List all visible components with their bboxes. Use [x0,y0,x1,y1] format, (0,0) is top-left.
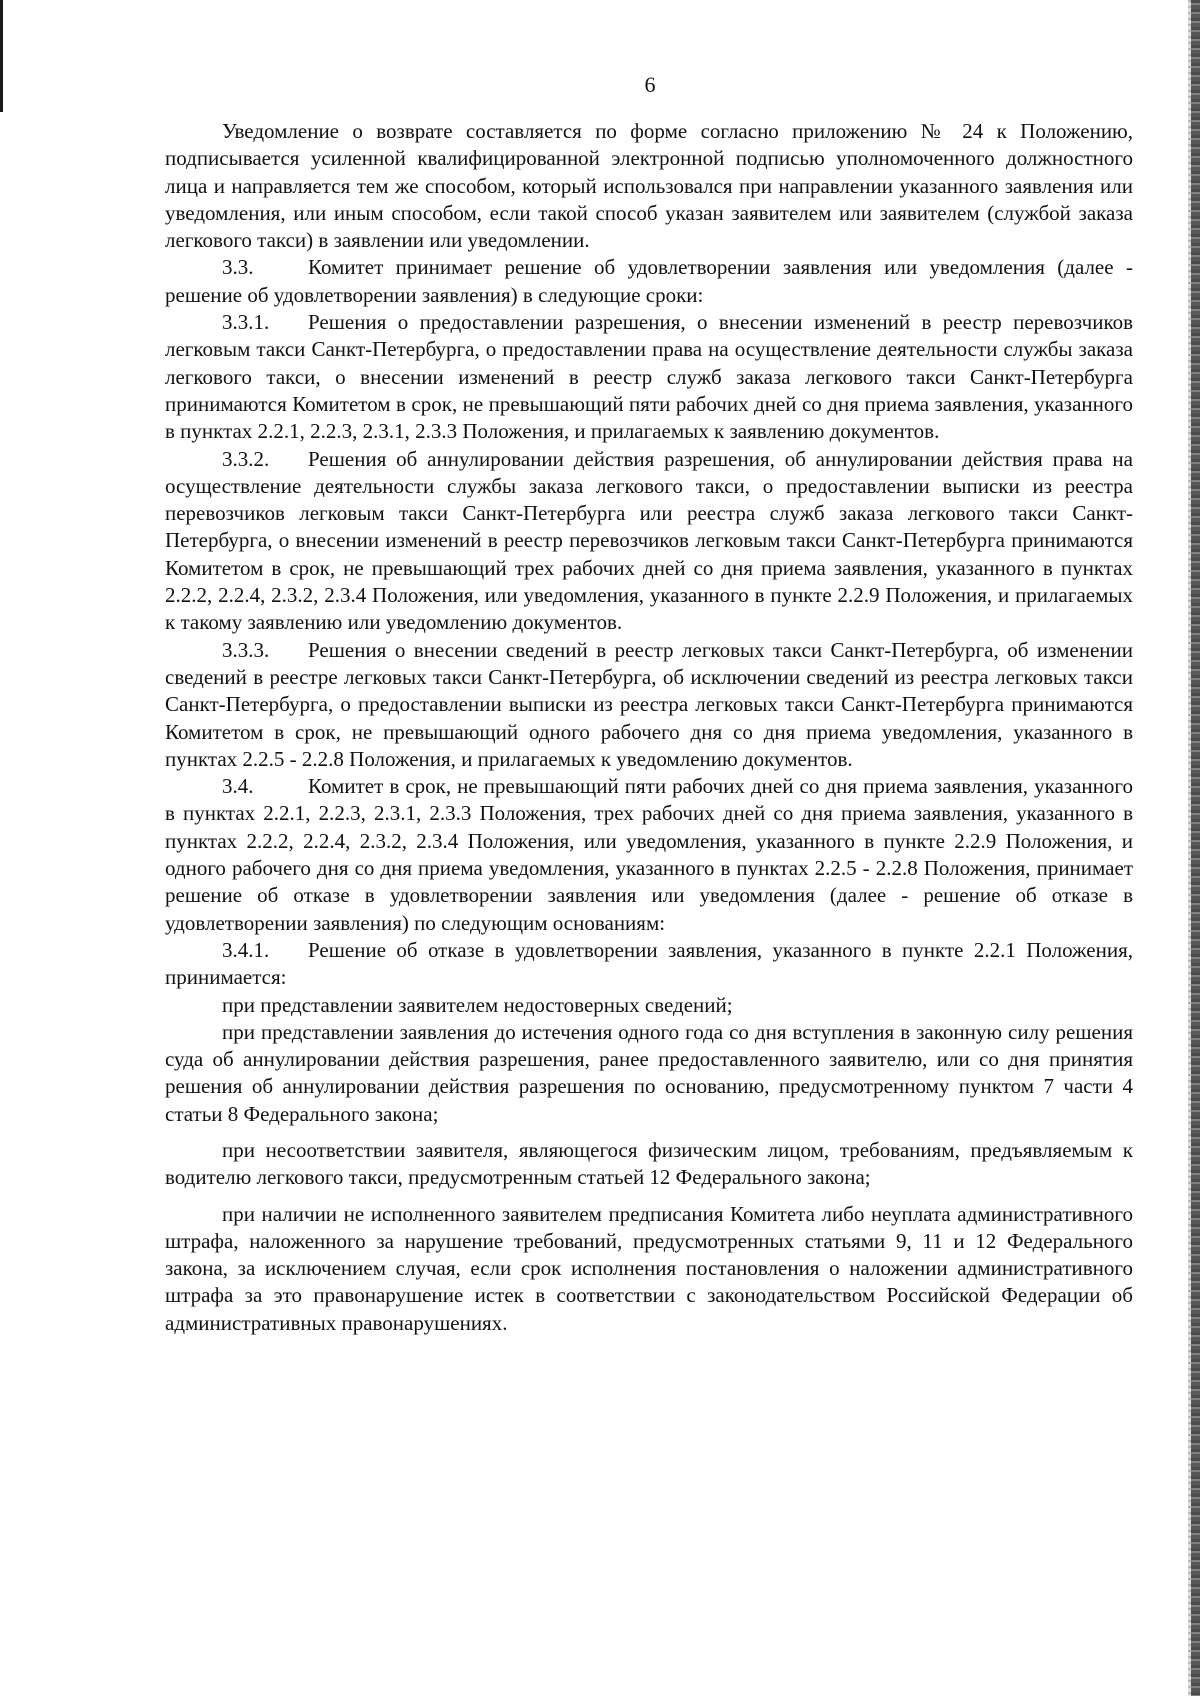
paragraph-number: 3.3.3. [222,637,270,662]
document-body [165,118,1133,1337]
paragraph-text: Решения о внесении сведений в реестр легковых такси Санкт-Петербурга, об изменении сведений в реестре легковых такси Санкт-Петербурга, об исключении сведений из реестра легковых такси Санкт-Петербурга, о предоставлении выписки из реестра легковых такси Санкт-Петербурга принимаются Комитетом в срок, не превышающий одного рабочего дня со дня приема уведомления, указанного в пунктах 2.2.5 - 2.2.8 Положения, и прилагаемых к уведомлению документов. [165,637,1133,771]
paragraph-3-3-2 [165,446,1133,637]
paragraph-ground-false-info [165,992,1133,1019]
paragraph-number: 3.3.2. [222,446,270,471]
paragraph-3-4 [165,773,1133,937]
paragraph-number: 3.3. [222,255,254,280]
paragraph-text: при наличии не исполненного заявителем предписания Комитета либо неуплата административного штрафа, наложенного за нарушение требований, предусмотренных статьями 9, 11 и 12 Федерального закона, за исключением случая, если срок исполнения постановления о наложении административного штрафа за это правонарушение истек в соответствии с законодательством Российской Федерации об административных правонарушениях. [165,1201,1133,1335]
paragraph-ground-early-application [165,1019,1133,1128]
paragraph-3-3-3 [165,637,1133,773]
paragraph-text: Комитет в срок, не превышающий пяти рабочих дней со дня приема заявления, указанного в пунктах 2.2.1, 2.2.3, 2.3.1, 2.3.3 Положения, трех рабочих дней со дня приема заявления, указанного в пунктах 2.2.2, 2.2.4, 2.3.2, 2.3.4 Положения, или уведомления, указанного в пункте 2.2.9 Положения, и одного рабочего дня со дня приема уведомления, указанного в пунктах 2.2.5 - 2.2.8 Положения, принимает решение об отказе в удовлетворении заявления или уведомления (далее - решение об отказе в удовлетворении заявления) по следующим основаниям: [165,774,1133,935]
paragraph-text: Решения об аннулировании действия разрешения, об аннулировании действия права на осуществление деятельности службы заказа легкового такси, о предоставлении выписки из реестра перевозчиков легковым такси Санкт-Петербурга или реестра служб заказа легкового такси Санкт-Петербурга, о внесении изменений в реестр перевозчиков легковым такси Санкт-Петербурга принимаются Комитетом в срок, не превышающий трех рабочих дней со дня приема заявления, указанного в пунктах 2.2.2, 2.2.4, 2.3.2, 2.3.4 Положения, или уведомления, указанного в пункте 2.2.9 Положения, и прилагаемых к такому заявлению или уведомлению документов. [165,446,1133,635]
paragraph-text: при представлении заявителем недостоверных сведений; [222,992,733,1017]
scan-edge-right [1191,0,1200,1696]
paragraph-ground-driver-requirements [165,1137,1133,1192]
paragraph-text: при несоответствии заявителя, являющегося физическим лицом, требованиям, предъявляемым к водителю легкового такси, предусмотренным статьей 12 Федерального закона; [165,1137,1133,1190]
paragraph-3-3 [165,254,1133,309]
paragraph-number: 3.3.1. [222,310,270,335]
paragraph-number: 3.4. [222,774,254,799]
paragraph-ground-unpaid-fine [165,1201,1133,1337]
page-number: 6 [644,72,656,97]
paragraph-text: Решение об отказе в удовлетворении заявления, указанного в пункте 2.2.1 Положения, принимается: [165,937,1133,990]
paragraph-text: Решения о предоставлении разрешения, о внесении изменений в реестр перевозчиков легковым такси Санкт-Петербурга, о предоставлении права на осуществление деятельности службы заказа легкового такси, о внесении изменений в реестр служб заказа легкового такси Санкт-Петербурга принимаются Комитетом в срок, не превышающий пяти рабочих дней со дня приема заявления, указанного в пунктах 2.2.1, 2.2.3, 2.3.1, 2.3.3 Положения, и прилагаемых к заявлению документов. [165,310,1133,444]
paragraph-3-3-1 [165,309,1133,445]
paragraph-number: 3.4.1. [222,937,270,962]
paragraph-text: Уведомление о возврате составляется по форме согласно приложению № 24 к Положению, подписывается усиленной квалифицированной электронной подписью уполномоченного должностного лица и направляется тем же способом, который использовался при направлении указанного заявления или уведомления, или иным способом, если такой способ указан заявителем или заявителем (службой заказа легкового такси) в заявлении или уведомлении. [165,119,1133,253]
paragraph-3-4-1 [165,937,1133,992]
paragraph-text: Комитет принимает решение об удовлетворении заявления или уведомления (далее - решение об удовлетворении заявления) в следующие сроки: [165,255,1133,307]
paragraph-return-notice [165,118,1133,254]
paragraph-text: при представлении заявления до истечения одного года со дня вступления в законную силу решения суда об аннулировании действия разрешения, ранее предоставленного заявителю, или со дня принятия решения об аннулировании действия разрешения по основанию, предусмотренному пунктом 7 части 4 статьи 8 Федерального закона; [165,1019,1133,1126]
